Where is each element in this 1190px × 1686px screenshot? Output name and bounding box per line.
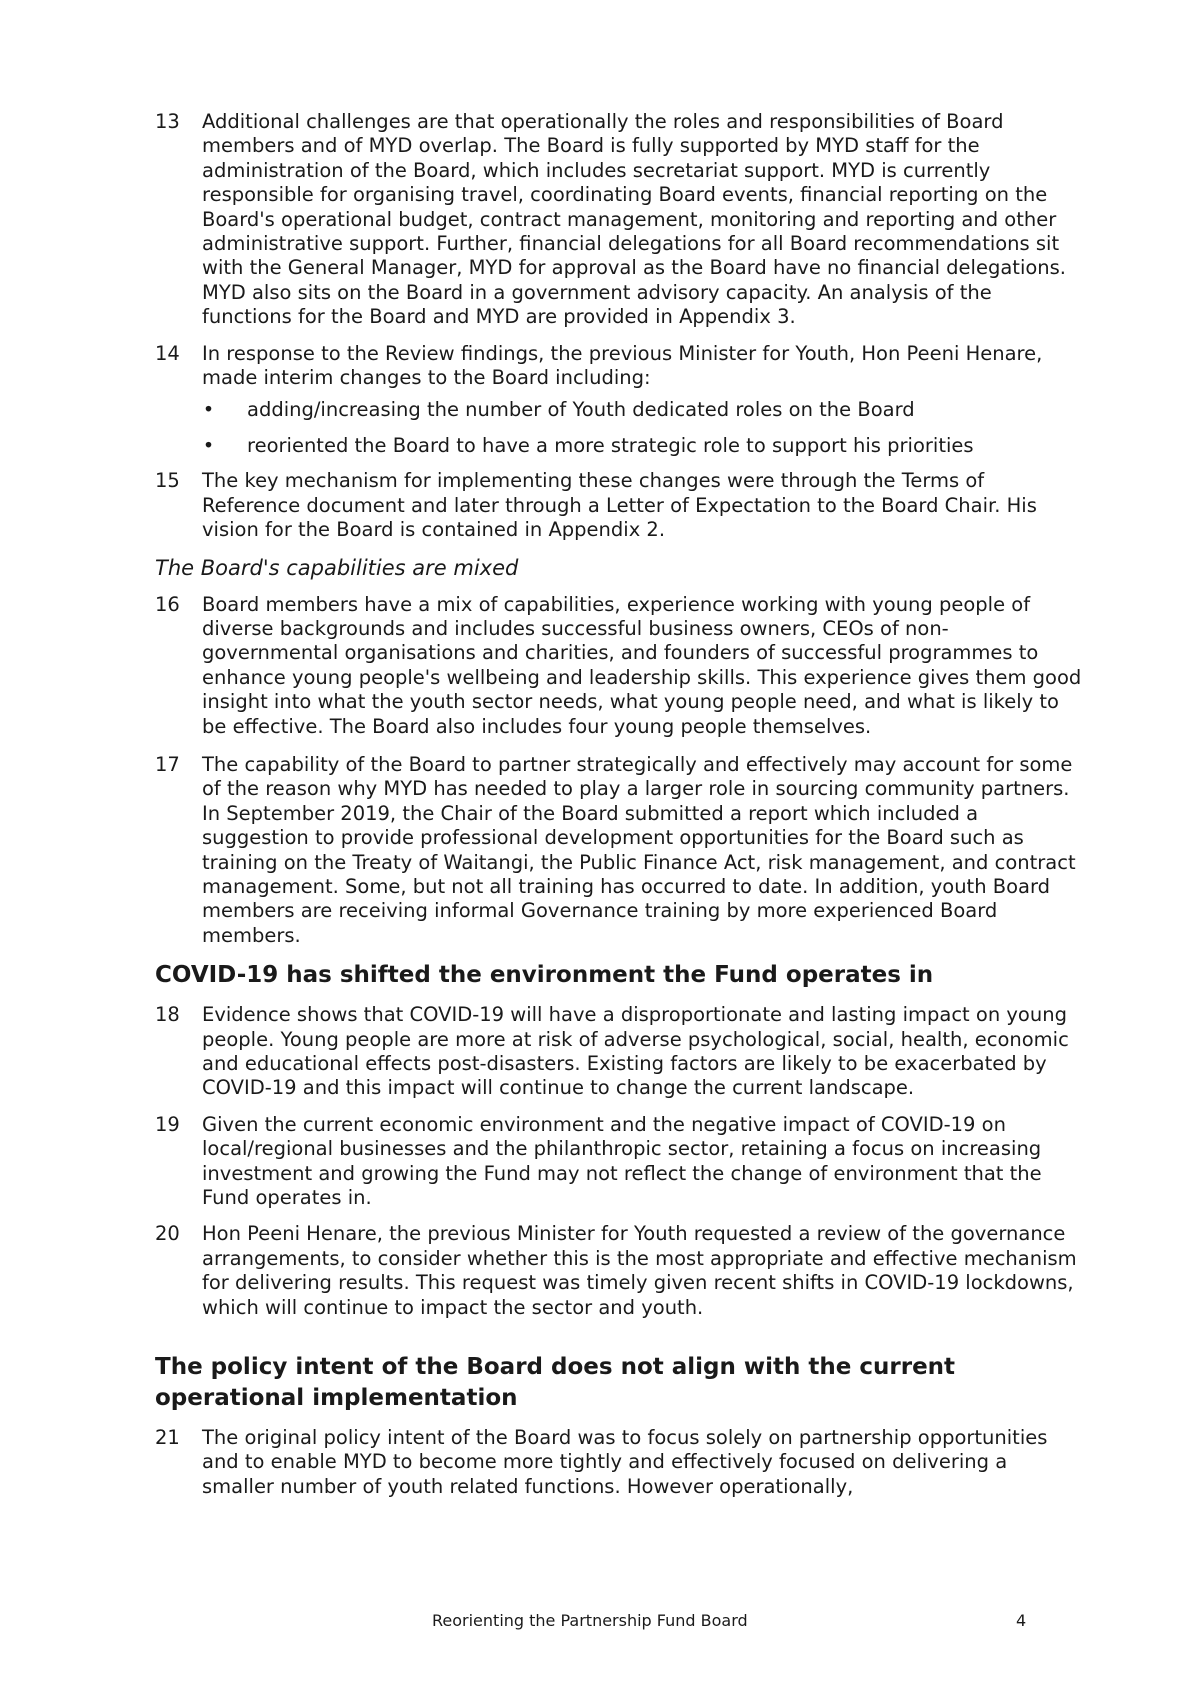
section-heading: COVID-19 has shifted the environment the Fund operates in xyxy=(155,962,934,989)
page-number: 4 xyxy=(1016,1611,1027,1630)
section-subheading: The Board's capabilities are mixed xyxy=(155,555,519,580)
numbered-paragraph xyxy=(155,469,1085,542)
document-body xyxy=(155,110,1085,1511)
paragraph-text: Hon Peeni Henare, the previous Minister for Youth requested a review of the governance arrangements, to consider whether this is the most appropriate and effective mechanism for delivering results. This request was timely given recent shifts in COVID-19 lockdowns, which will continue to impact the sector and youth. xyxy=(202,1222,1077,1319)
paragraph-text: The key mechanism for implementing these changes were through the Terms of Reference document and later through a Letter of Expectation to the Board Chair. His vision for the Board is contained in Appendix 2. xyxy=(202,469,1037,542)
paragraph-text: The original policy intent of the Board was to focus solely on partnership opportunities and to enable MYD to become more tightly and effectively focused on delivering a smaller number of youth related functions. However operationally, xyxy=(202,1426,1048,1498)
numbered-paragraph xyxy=(155,1222,1085,1320)
section-heading: The policy intent of the Board does not align with the current operational implementation xyxy=(155,1354,956,1412)
paragraph-group-b xyxy=(155,469,1085,542)
paragraph-number: 19 xyxy=(155,1112,180,1136)
numbered-paragraph xyxy=(155,1113,1085,1211)
paragraph-text: In response to the Review findings, the previous Minister for Youth, Hon Peeni Henare, made interim changes to the Board including: xyxy=(202,341,1043,390)
paragraph-number: 15 xyxy=(155,469,180,493)
paragraph-number: 13 xyxy=(155,110,180,133)
paragraph-group-a xyxy=(155,110,1085,390)
paragraph-group-c xyxy=(155,593,1085,949)
bullet-list xyxy=(155,398,1085,458)
numbered-paragraph xyxy=(155,1426,1085,1499)
paragraph-text: Additional challenges are that operationally the roles and responsibilities of Board members and of MYD overlap. The Board is fully supported by MYD staff for the administration of the Board, which includes secretariat support. MYD is currently responsible for organising travel, coordinating Board events, financial reporting on the Board's operational budget, contract management, monitoring and reporting and other administrative support. Further, financial delegations for all Board recommendations sit with the General Manager, MYD for approval as the Board have no financial delegations. MYD also sits on the Board in a government advisory capacity. An analysis of the functions for the Board and MYD are provided in Appendix 3. xyxy=(202,110,1067,329)
paragraph-number: 14 xyxy=(155,341,180,365)
paragraph-number: 20 xyxy=(155,1222,180,1246)
paragraph-group-d xyxy=(155,1003,1085,1320)
footer-title: Reorienting the Partnership Fund Board xyxy=(432,1611,748,1630)
bullet-item xyxy=(155,434,1085,458)
paragraph-number: 16 xyxy=(155,592,180,616)
bullet-dot-icon: • xyxy=(202,398,215,422)
numbered-paragraph xyxy=(155,342,1085,391)
numbered-paragraph xyxy=(155,593,1085,739)
numbered-paragraph xyxy=(155,753,1085,948)
bullet-text: adding/increasing the number of Youth dedicated roles on the Board xyxy=(247,398,915,422)
numbered-paragraph xyxy=(155,110,1085,330)
paragraph-number: 17 xyxy=(155,752,180,776)
numbered-paragraph xyxy=(155,1003,1085,1101)
bullet-dot-icon: • xyxy=(202,433,215,457)
paragraph-text: Board members have a mix of capabilities, experience working with young people of diverse backgrounds and includes successful business owners, CEOs of non-governmental organisations and charities, and founders of successful programmes to enhance young people's wellbeing and leadership skills. This experience gives them good insight into what the youth sector needs, what young people need, and what is likely to be effective. The Board also includes four young people themselves. xyxy=(202,592,1082,738)
paragraph-group-e xyxy=(155,1426,1085,1499)
paragraph-text: Given the current economic environment and the negative impact of COVID-19 on local/regional businesses and the philanthropic sector, retaining a focus on increasing investment and growing the Fund may not reflect the change of environment that the Fund operates in. xyxy=(202,1112,1042,1210)
paragraph-text: Evidence shows that COVID-19 will have a disproportionate and lasting impact on young people. Young people are more at risk of adverse psychological, social, health, economic and educational effects post-disasters. Existing factors are likely to be exacerbated by COVID-19 and this impact will continue to change the current landscape. xyxy=(202,1003,1069,1100)
bullet-text: reoriented the Board to have a more strategic role to support his priorities xyxy=(247,433,974,457)
bullet-item xyxy=(155,398,1085,422)
paragraph-number: 21 xyxy=(155,1426,180,1450)
paragraph-text: The capability of the Board to partner strategically and effectively may account for some of the reason why MYD has needed to play a larger role in sourcing community partners. In September 2019, the Chair of the Board submitted a report which included a suggestion to provide professional development opportunities for the Board such as training on the Treaty of Waitangi, the Public Finance Act, risk management, and contract management. Some, but not all training has occurred to date. In addition, youth Board members are receiving informal Governance training by more experienced Board members. xyxy=(202,752,1076,947)
paragraph-number: 18 xyxy=(155,1003,180,1027)
